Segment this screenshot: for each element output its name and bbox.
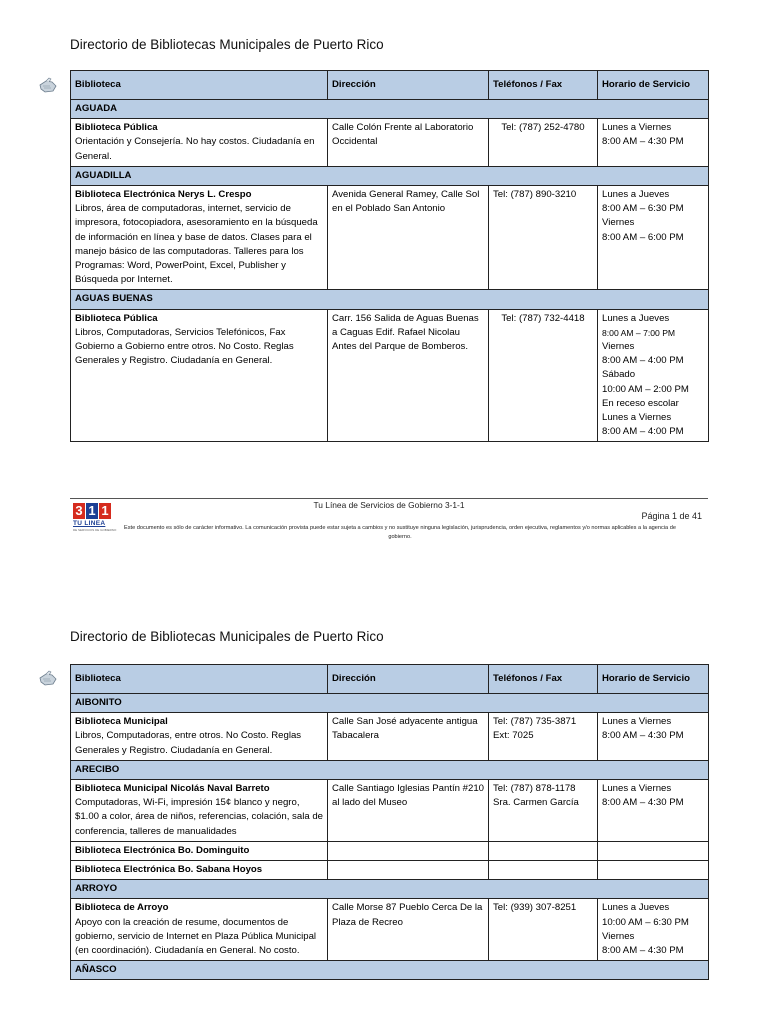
page-title: Directorio de Bibliotecas Municipales de Puerto Rico — [70, 37, 384, 52]
library-description: Libros, Computadoras, Servicios Telefónicos, Fax Gobierno a Gobierno entre otros. No Costo. Reglas Generales y Registro. Ciudadanía en General. — [75, 326, 294, 367]
library-name: Biblioteca de Arroyo — [75, 902, 169, 914]
library-name: Biblioteca Municipal Nicolás Naval Barreto — [75, 783, 270, 795]
library-phone: Tel: (939) 307-8251 — [493, 902, 577, 914]
library-description: Computadoras, Wi-Fi, impresión 15¢ blanco y negro, $1.00 a color, área de niños, referencias, colación, sala de conferencia, talleres de manualidades — [75, 797, 323, 837]
library-name: Biblioteca Pública — [75, 122, 158, 134]
library-phone: Tel: (787) 890-3210 — [493, 189, 577, 201]
footer-disclaimer: Este documento es sólo de carácter informativo. La comunicación provista puede estar sujeta a cambios y no sustituye ninguna legislación, jurisprudencia, orden ejecutiva, reglamentos y/o normas aplicables a la agencia de gobierno. — [124, 525, 676, 540]
town-name: AIBONITO — [71, 694, 709, 713]
town-row — [71, 166, 709, 185]
table-row — [71, 841, 709, 860]
library-hours: Lunes a Jueves 10:00 AM – 6:30 PM Viernes 8:00 AM – 4:30 PM — [598, 899, 709, 961]
library-phone: Tel: (787) 732-4418 — [501, 312, 585, 324]
library-address: Calle Colón Frente al Laboratorio Occidental — [328, 119, 489, 167]
logo-311: 3 1 1 TU LINEA DE SERVICIOS DE GOBIERNO — [73, 503, 117, 532]
page-title: Directorio de Bibliotecas Municipales de Puerto Rico — [70, 629, 384, 644]
library-description: Libros, área de computadoras, internet, servicio de impresora, fotocopiadora, asesoramiento en la búsqueda de información en línea y base de datos. Clases para el manejo básico de las computadoras. Talleres para los Programas: Word, PowerPoint, Excel, Publisher y Búsqueda por Internet. — [75, 203, 318, 286]
table-header-row — [71, 71, 709, 100]
library-hours: Lunes a Viernes 8:00 AM – 4:30 PM — [598, 713, 709, 761]
town-row — [71, 694, 709, 713]
library-description: Libros, Computadoras, entre otros. No Costo. Reglas Generales y Registro. Ciudadanía en General. — [75, 730, 302, 756]
town-row — [71, 880, 709, 899]
table-row — [71, 186, 709, 290]
column-header: Horario de Servicio — [598, 665, 709, 694]
library-contact: Sra. Carmen García — [493, 797, 579, 809]
column-header: Teléfonos / Fax — [489, 665, 598, 694]
library-name: Biblioteca Municipal — [75, 716, 168, 728]
library-description: Apoyo con la creación de resume, documentos de gobierno, servicio de Internet en Plaza Pública Municipal (en coordinación). Ciudadanía en General. No costo. — [75, 916, 317, 957]
table-row — [71, 899, 709, 961]
library-address: Avenida General Ramey, Calle Sol en el Poblado San Antonio — [328, 186, 489, 290]
library-table — [70, 70, 709, 442]
document-page-2 — [0, 600, 768, 1024]
town-name: ARROYO — [71, 880, 709, 899]
table-row — [71, 309, 709, 442]
library-hours: Lunes a Jueves 8:00 AM – 7:00 PM Viernes 8:00 AM – 4:00 PM Sábado 10:00 AM – 2:00 PM En receso escolar Lunes a Viernes 8:00 AM – 4:00 PM — [598, 309, 709, 442]
library-phone: Tel: (787) 735-3871 — [493, 716, 577, 728]
library-hours: Lunes a Jueves 8:00 AM – 6:30 PM Viernes 8:00 AM – 6:00 PM — [598, 186, 709, 290]
town-row — [71, 100, 709, 119]
table-header-row — [71, 665, 709, 694]
column-header: Biblioteca — [71, 665, 328, 694]
column-header: Dirección — [328, 665, 489, 694]
footer-divider — [70, 498, 708, 499]
library-address: Calle Morse 87 Pueblo Cerca De la Plaza de Recreo — [328, 899, 489, 961]
town-name: AGUAS BUENAS — [71, 290, 709, 309]
library-address: Calle San José adyacente antigua Tabacalera — [328, 713, 489, 761]
library-name: Biblioteca Electrónica Bo. Dominguito — [75, 844, 250, 856]
town-name: AÑASCO — [71, 961, 709, 980]
town-row — [71, 961, 709, 980]
column-header: Biblioteca — [71, 71, 328, 100]
library-description: Orientación y Consejería. No hay costos. Ciudadanía en General. — [75, 136, 315, 162]
table-row — [71, 713, 709, 761]
column-header: Dirección — [328, 71, 489, 100]
hand-pointer-icon — [38, 670, 58, 688]
library-table — [70, 664, 709, 980]
library-phone: Tel: (787) 252-4780 — [501, 122, 585, 134]
library-address: Calle Santiago Iglesias Pantín #210 al lado del Museo — [328, 780, 489, 842]
town-name: AGUADILLA — [71, 166, 709, 185]
library-phone: Tel: (787) 878-1178 — [493, 783, 576, 795]
footer-service-line: Tu Línea de Servicios de Gobierno 3-1-1 — [313, 500, 465, 510]
library-name: Biblioteca Electrónica Nerys L. Crespo — [75, 189, 252, 201]
page-number: Página 1 de 41 — [641, 511, 702, 521]
library-phone-extra: Ext: 7025 — [493, 730, 534, 742]
table-row — [71, 119, 709, 167]
library-address: Carr. 156 Salida de Aguas Buenas a Caguas Edif. Rafael Nicolau Antes del Parque de Bomberos. — [328, 309, 489, 442]
town-row — [71, 290, 709, 309]
table-row — [71, 780, 709, 842]
town-name: ARECIBO — [71, 760, 709, 779]
hand-pointer-icon — [38, 77, 58, 95]
column-header: Horario de Servicio — [598, 71, 709, 100]
library-name: Biblioteca Pública — [75, 312, 158, 324]
library-name: Biblioteca Electrónica Bo. Sabana Hoyos — [75, 864, 263, 876]
library-hours: Lunes a Viernes 8:00 AM – 4:30 PM — [598, 119, 709, 167]
town-name: AGUADA — [71, 100, 709, 119]
table-row — [71, 861, 709, 880]
town-row — [71, 760, 709, 779]
library-hours: Lunes a Viernes 8:00 AM – 4:30 PM — [598, 780, 709, 842]
column-header: Teléfonos / Fax — [489, 71, 598, 100]
